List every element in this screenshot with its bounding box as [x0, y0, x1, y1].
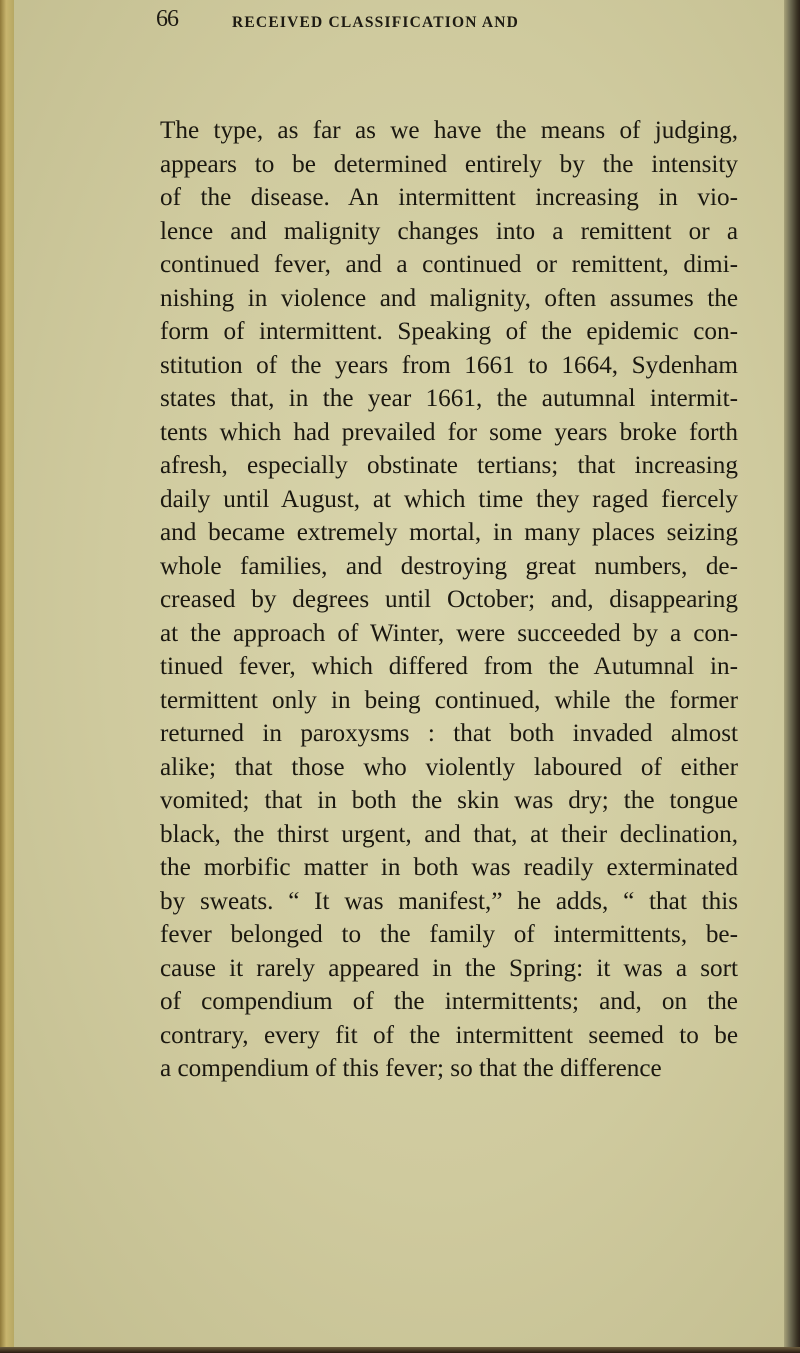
- text-line: afresh, especially obstinate tertians; that increasing: [160, 452, 738, 479]
- book-bottom-edge: [0, 1347, 800, 1353]
- text-line: creased by degrees until October; and, disappearing: [160, 586, 738, 613]
- book-left-edge: [0, 0, 14, 1353]
- text-line: stitution of the years from 1661 to 1664, Sydenham: [160, 351, 738, 379]
- page-number: 66: [156, 6, 178, 32]
- text-line: returned in paroxysms : that both invaded almost: [160, 720, 738, 747]
- text-line: appears to be determined entirely by the intensity: [160, 150, 738, 178]
- text-line: the morbific matter in both was readily exterminated: [160, 854, 738, 881]
- running-head: [156, 6, 736, 36]
- text-line: fever belonged to the family of intermittents, be-: [160, 921, 738, 948]
- running-head-title: RECEIVED CLASSIFICATION AND: [232, 14, 520, 31]
- text-line: nishing in violence and malignity, often assumes the: [160, 284, 738, 312]
- text-line: and became extremely mortal, in many places seizing: [160, 519, 738, 546]
- text-line: termittent only in being continued, while the former: [160, 686, 738, 714]
- text-line: vomited; that in both the skin was dry; the tongue: [160, 787, 738, 814]
- text-line: a compendium of this fever; so that the difference: [160, 1055, 662, 1082]
- book-right-edge: [784, 0, 800, 1353]
- text-line: form of intermittent. Speaking of the epidemic con-: [160, 318, 738, 345]
- text-line: of compendium of the intermittents; and, on the: [160, 988, 738, 1015]
- text-line: by sweats. “ It was manifest,” he adds, “ that this: [160, 887, 738, 915]
- text-line: tents which had prevailed for some years broke forth: [160, 418, 738, 446]
- text-line: black, the thirst urgent, and that, at their declination,: [160, 820, 738, 848]
- text-line: alike; that those who violently laboured of either: [160, 753, 738, 781]
- text-line: at the approach of Winter, were succeeded by a con-: [160, 619, 738, 647]
- text-line: of the disease. An intermittent increasing in vio-: [160, 184, 738, 211]
- text-line: daily until August, at which time they raged fiercely: [160, 485, 738, 513]
- text-line: cause it rarely appeared in the Spring: it was a sort: [160, 954, 738, 982]
- text-line: tinued fever, which differed from the Autumnal in-: [160, 653, 738, 680]
- text-line: continued fever, and a continued or remittent, dimi-: [160, 251, 738, 278]
- body-text: [160, 114, 738, 1086]
- text-line: contrary, every fit of the intermittent seemed to be: [160, 1021, 738, 1049]
- text-line: states that, in the year 1661, the autumnal intermit-: [160, 385, 738, 412]
- text-line: lence and malignity changes into a remittent or a: [160, 217, 738, 245]
- text-line: whole families, and destroying great numbers, de-: [160, 552, 738, 580]
- text-line: The type, as far as we have the means of judging,: [160, 117, 738, 144]
